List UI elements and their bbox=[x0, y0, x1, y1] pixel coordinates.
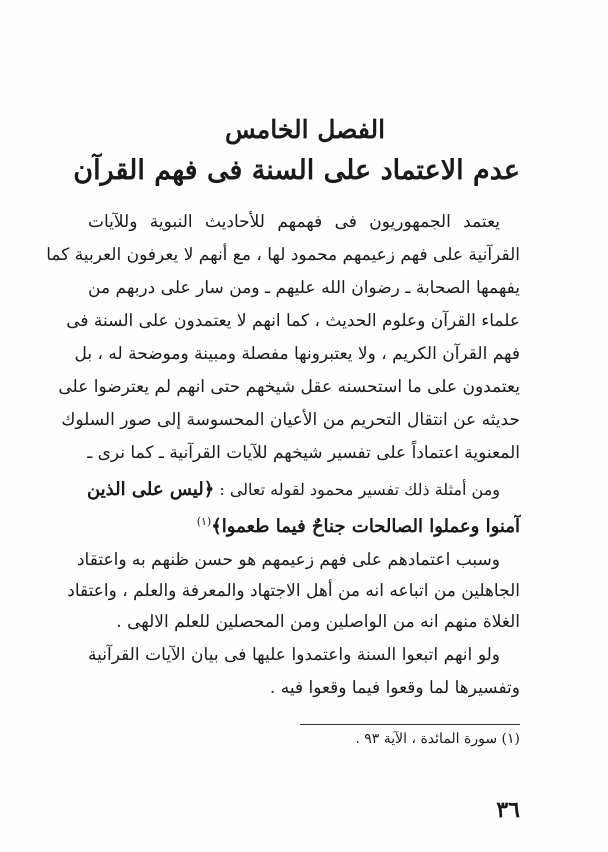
page-number: ٣٦ bbox=[496, 797, 520, 823]
paragraph-line: المعنوية اعتماداً على تفسير شيخهم للآيات القرآنية ـ كما نرى ـ bbox=[87, 443, 520, 463]
chapter-subtitle: عدم الاعتماد على السنة فى فهم القرآن bbox=[73, 155, 520, 186]
verse-intro: ومن أمثلة ذلك تفسير محمود لقوله تعالى : bbox=[219, 480, 500, 499]
footnote-marker: (١) bbox=[196, 515, 212, 528]
footnote: (١) سورة المائدة ، الآية ٩٣ . bbox=[355, 731, 520, 747]
quran-verse-start: ﴿ليس على الذين bbox=[86, 479, 215, 500]
paragraph-line: الجاهلين من اتباعه انه من أهل الاجتهاد والمعرفة والعلم ، واعتقاد bbox=[67, 581, 520, 601]
paragraph-line: الغلاة منهم انه من الواصلين ومن المحصلين للعلم الالهى . bbox=[116, 612, 520, 632]
footnote-divider bbox=[300, 724, 520, 725]
paragraph-line: وسبب اعتمادهم على فهم زعيمهم هو حسن ظنهم به واعتقاد bbox=[76, 550, 500, 570]
paragraph-line: يفهمها الصحابة ـ رضوان الله عليهم ـ ومن سار على دربهم من bbox=[88, 278, 520, 298]
paragraph-line bbox=[88, 478, 500, 502]
quran-verse-end: آمنوا وعملوا الصالحات جناحٌ فيما طعموا﴾ bbox=[211, 516, 520, 537]
paragraph-line: فهم القرآن الكريم ، ولا يعتبرونها مفصلة ومبينة وموضحة له ، بل bbox=[74, 344, 520, 364]
paragraph-line: علماء القرآن وعلوم الحديث ، كما انهم لا يعتمدون على السنة فى bbox=[66, 311, 520, 331]
paragraph-line: القرآنية على فهم زعيمهم محمود لها ، مع أنهم لا يعرفون العربية كما bbox=[46, 245, 520, 265]
paragraph-line: يعتمد الجمهوريون فى فهمهم للأحاديث النبوية وللآيات bbox=[88, 212, 500, 232]
paragraph-line: حديثه عن انتقال التحريم من الأعيان المحسوسة إلى صور السلوك bbox=[61, 410, 520, 430]
paragraph-line: ولو انهم اتبعوا السنة واعتمدوا عليها فى بيان الآيات القرآنية bbox=[88, 645, 500, 665]
quran-verse-line bbox=[88, 510, 520, 539]
chapter-title: الفصل الخامس bbox=[224, 115, 386, 144]
paragraph-line: يعتمدون على ما استحسنه عقل شيخهم حتى انهم لم يعترضوا على bbox=[58, 377, 520, 397]
paragraph-line: وتفسيرها لما وقعوا فيما وقعوا فيه . bbox=[269, 678, 520, 698]
